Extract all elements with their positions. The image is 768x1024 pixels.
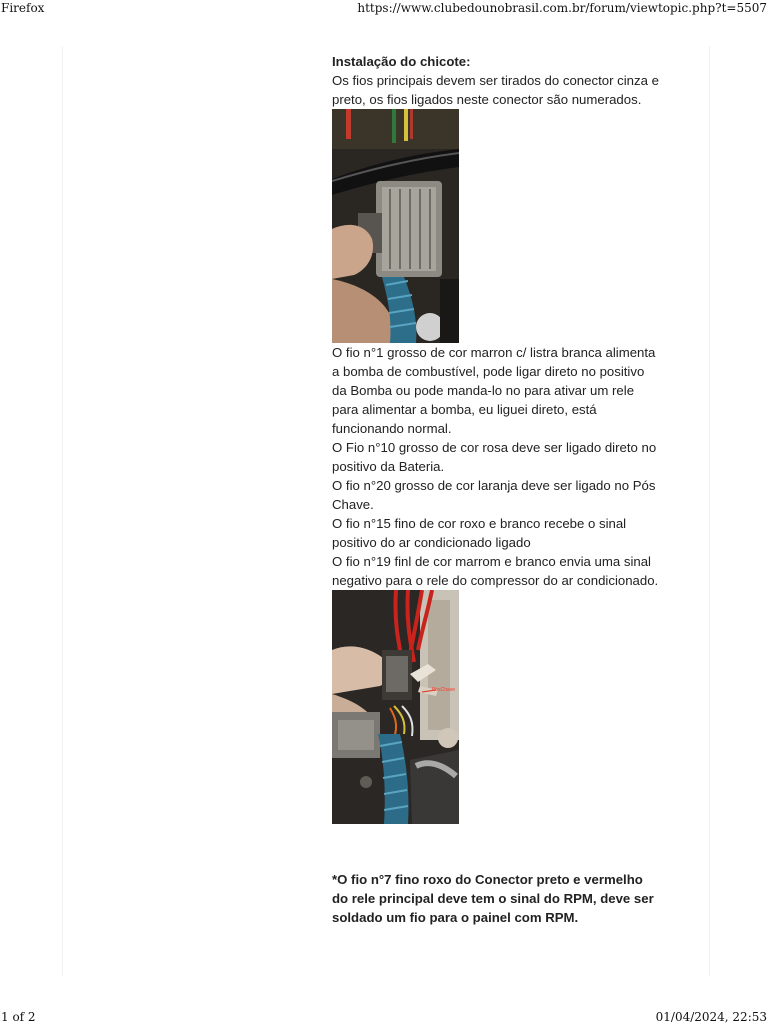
browser-name: Firefox — [1, 1, 45, 15]
wire-10-text: O Fio n°10 grosso de cor rosa deve ser ligado direto no positivo da Bateria. — [332, 440, 657, 474]
print-footer — [0, 1010, 768, 1024]
print-header — [0, 1, 768, 15]
page-url[interactable]: https://www.clubedounobrasil.com.br/forum/viewtopic.php?t=5507 — [357, 1, 767, 15]
wiring-photo-image — [332, 590, 459, 824]
page-indicator: 1 of 2 — [1, 1010, 36, 1024]
wiring-photo — [332, 590, 459, 824]
wire-15-text: O fio n°15 fino de cor roxo e branco recebe o sinal positivo do ar condicionado ligado — [332, 516, 627, 550]
wire-7-note: *O fio n°7 fino roxo do Conector preto e vermelho do rele principal deve tem o sinal do RPM, deve ser soldado um fio para o painel com RPM. — [332, 872, 654, 925]
wire-19-text: O fio n°19 finl de cor marrom e branco envia uma sinal negativo para o rele do compressor do ar condicionado. — [332, 554, 659, 588]
connector-photo-image — [332, 109, 459, 343]
connector-photo — [332, 109, 459, 343]
wire-20-text: O fio n°20 grosso de cor laranja deve ser ligado no Pós Chave. — [332, 478, 656, 512]
post-heading: Instalação do chicote: — [332, 54, 471, 69]
forum-post — [332, 52, 662, 927]
print-datetime: 01/04/2024, 22:53 — [655, 1010, 767, 1024]
spacer-2 — [332, 862, 662, 870]
spacer — [332, 824, 662, 862]
posChave-label: PósChave — [432, 687, 456, 693]
wire-1-text: O fio n°1 grosso de cor marron c/ listra branca alimenta a bomba de combustível, pode ligar direto no positivo da Bomba ou pode manda-lo no para ativar um rele para alimentar a bomba, eu liguei direto, está funcionando normal. — [332, 345, 656, 436]
post-intro: Os fios principais devem ser tirados do conector cinza e preto, os fios ligados neste conector são numerados. — [332, 73, 659, 107]
